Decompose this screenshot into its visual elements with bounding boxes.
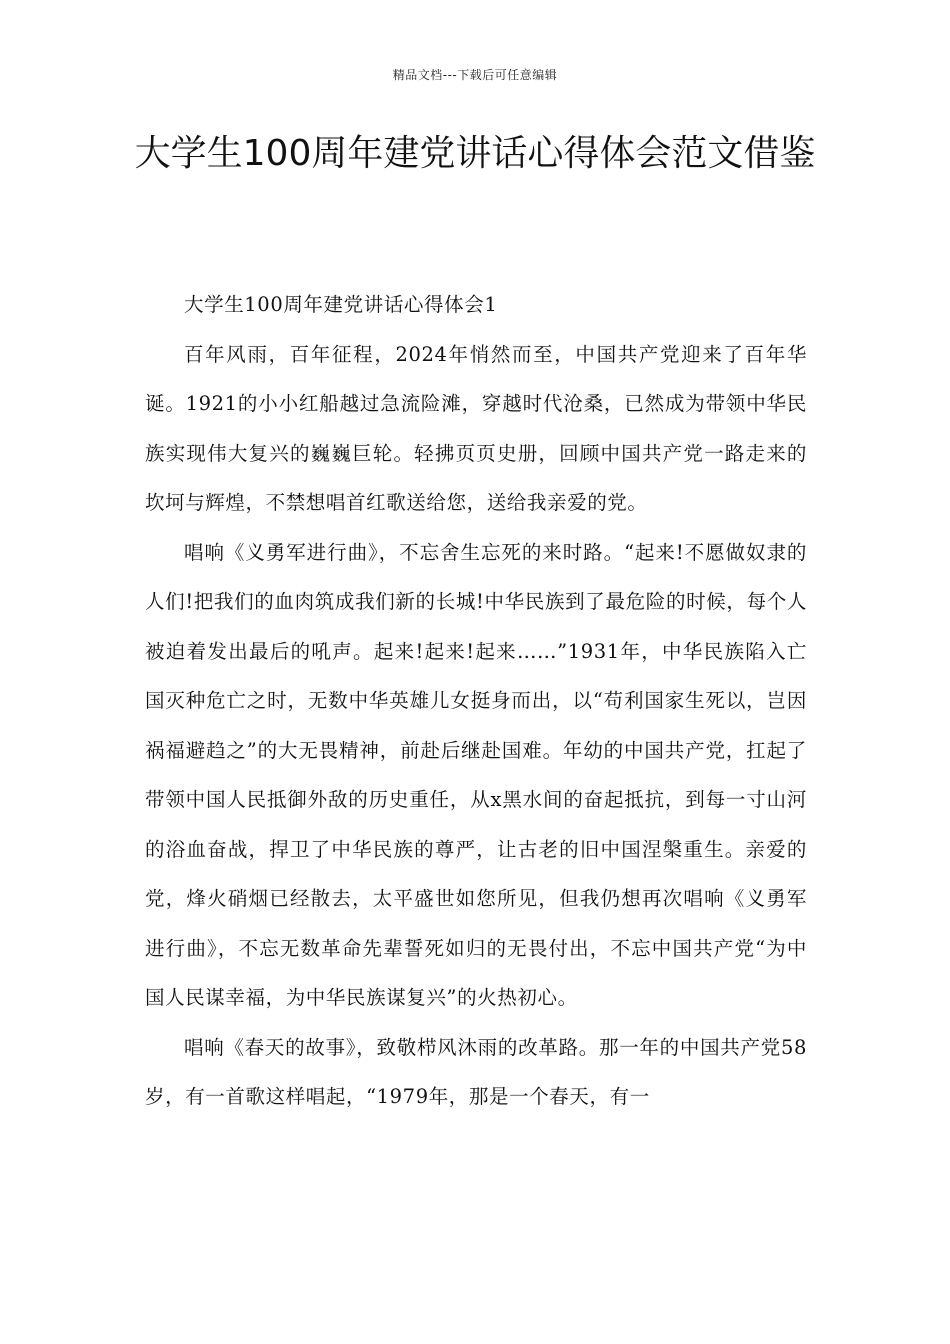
section-heading: 大学生100周年建党讲话心得体会1 <box>184 293 498 316</box>
document-title: 大学生100周年建党讲话心得体会范文借鉴 <box>134 133 816 174</box>
paragraph: 百年风雨，百年征程，2024年悄然而至，中国共产党迎来了百年华诞。1921的小小红船越过急流险滩，穿越时代沧桑，已然成为带领中华民族实现伟大复兴的巍巍巨轮。轻拂页页史册，回顾中国共产党一路走来的坎坷与辉煌，不禁想唱首红歌送给您，送给我亲爱的党。 <box>145 342 807 514</box>
paragraph: 唱响《春天的故事》，致敬栉风沐雨的改革路。那一年的中国共产党58岁，有一首歌这样唱起，“1979年，那是一个春天，有一 <box>145 1035 807 1108</box>
paragraph: 唱响《义勇军进行曲》，不忘舍生忘死的来时路。“起来!不愿做奴隶的人们!把我们的血肉筑成我们新的长城!中华民族到了最危险的时候，每个人被迫着发出最后的吼声。起来!起来!起来……”1931年，中华民族陷入亡国灭种危亡之时，无数中华英雄儿女挺身而出，以“苟利国家生死以，岂因祸福避趋之”的大无畏精神，前赴后继赴国难。年幼的中国共产党，扛起了带领中国人民抵御外敌的历史重任，从x黑水间的奋起抵抗，到每一寸山河的浴血奋战，捍卫了中华民族的尊严，让古老的旧中国涅槃重生。亲爱的党，烽火硝烟已经散去，太平盛世如您所见，但我仍想再次唱响《义勇军进行曲》，不忘无数革命先辈誓死如归的无畏付出，不忘中国共产党“为中国人民谋幸福，为中华民族谋复兴”的火热初心。 <box>145 540 807 1009</box>
header-note: 精品文档---下载后可任意编辑 <box>392 68 558 82</box>
document-body <box>145 280 807 1122</box>
